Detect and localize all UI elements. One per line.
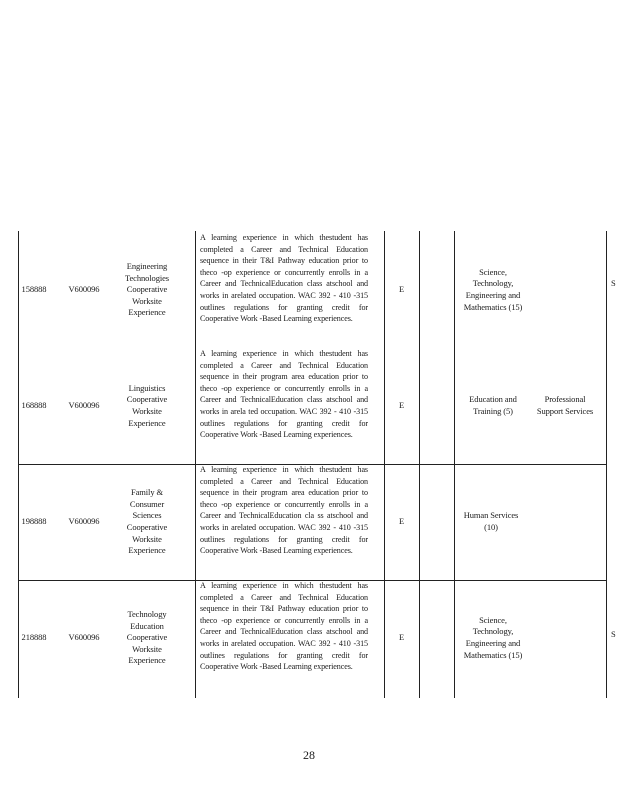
course-e-flag: E: [398, 284, 405, 295]
course-title: Technology Education Cooperative Worksite Experience: [126, 609, 168, 666]
course-code: 168888: [21, 400, 47, 411]
course-title: Engineering Technologies Cooperative Worksite Experience: [125, 261, 169, 318]
course-e-flag: E: [398, 400, 405, 411]
career-cluster: Science, Technology, Engineering and Mathematics (15): [463, 614, 523, 660]
career-cluster: Science, Technology, Engineering and Mathematics (15): [463, 266, 523, 312]
course-title: Linguistics Cooperative Worksite Experience: [126, 382, 168, 428]
career-pathway: Professional Support Services: [536, 394, 594, 416]
column-divider: [606, 231, 607, 698]
career-pathway: S: [611, 629, 616, 640]
course-description: A learning experience in which thestudent has completed a Career and Technical Education sequence in their T&I Pathway education prior to theco -op experience or concurrently enrolls in a Career and TechnicalEducation class atschool and works in arelated occupation. WAC 392 - 410 -315 outlines regulations for granting credit for Cooperative Work -Based Learning experiences.: [200, 581, 368, 672]
course-code: 218888: [21, 632, 47, 643]
career-cluster: Education and Training (5): [469, 394, 517, 416]
course-code: 198888: [21, 516, 47, 527]
page-number: 28: [303, 748, 315, 762]
course-id: V600096: [68, 516, 100, 527]
course-title: Family & Consumer Sciences Cooperative Worksite Experience: [126, 487, 168, 556]
course-code: 158888: [21, 284, 47, 295]
career-pathway: S: [611, 277, 616, 288]
course-description: A learning experience in which thestudent has completed a Career and Technical Education sequence in their T&I Pathway education prior to theco -op experience or concurrently enrolls in a Career and TechnicalEducation class atschool and works in arelated occupation. WAC 392 - 410 -315 outlines regulations for granting credit for Cooperative Work -Based Learning experiences.: [200, 233, 368, 324]
course-id: V600096: [68, 400, 100, 411]
course-id: V600096: [68, 284, 100, 295]
career-cluster: Human Services (10): [463, 510, 519, 532]
course-description: A learning experience in which thestudent has completed a Career and Technical Education sequence in their program area education prior to theco -op experience or concurrently enrolls in a Career and TechnicalEducation class atschool and works in arela ted occupation. WAC 392 - 410 -315 outlines regulations for granting credit for Cooperative Work -Based Learning experiences.: [200, 349, 368, 440]
course-id: V600096: [68, 632, 100, 643]
course-e-flag: E: [398, 516, 405, 527]
course-description: A learning experience in which thestudent has completed a Career and Technical Education sequence in their program area education prior to theco -op experience or concurrently enrolls in a Career and TechnicalEducation cla ss atschool and works in arelated occupation. WAC 392 - 410 -315 outlines regulations for granting credit for Cooperative Work -Based Learning experiences.: [200, 465, 368, 556]
course-e-flag: E: [398, 632, 405, 643]
